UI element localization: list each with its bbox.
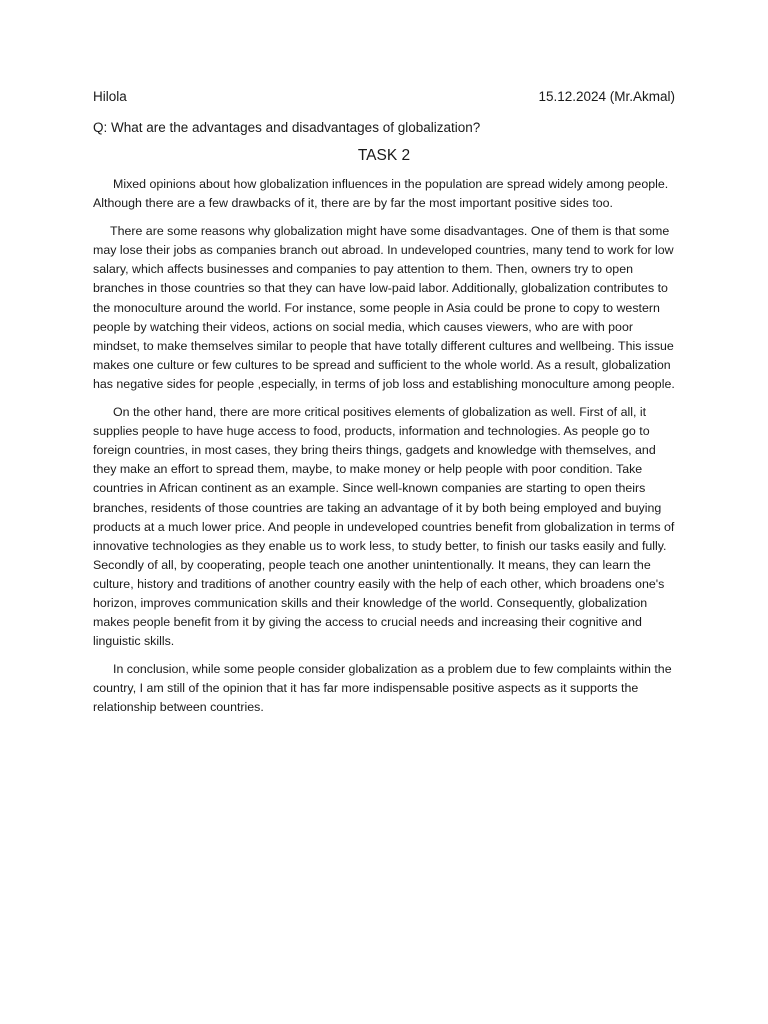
header-row (93, 87, 675, 106)
date-teacher: 15.12.2024 (Mr.Akmal) (538, 89, 675, 104)
advantages-paragraph: On the other hand, there are more critical positives elements of globalization as well. First of all, it supplies people to have huge access to food, products, information and technologies. As people go to foreign countries, in most cases, they bring theirs things, gadgets and knowledge with themselves, and they make an effort to spread them, maybe, to make money or help people with poor condition. Take countries in African continent as an example. Since well-known companies are starting to open theirs branches, residents of those countries are taking an advantage of it by both being employed and buying products at a much lower price. And people in undeveloped countries benefit from globalization in terms of innovative technologies as they enable us to work less, to study better, to finish our tasks easily and fully. Secondly of all, by cooperating, people teach one another unintentionally. It means, they can learn the culture, history and traditions of another country easily with the help of each other, which broadens one's horizon, improves communication skills and their knowledge of the world. Consequently, globalization makes people benefit from it by giving the access to crucial needs and increasing their cognitive and linguistic skills. (93, 405, 675, 649)
introduction-paragraph: Mixed opinions about how globalization influences in the population are spread widely among people. Although there are a few drawbacks of it, there are by far the most important positive sides too. (93, 177, 669, 211)
conclusion-paragraph: In conclusion, while some people consider globalization as a problem due to few complaints within the country, I am still of the opinion that it has far more indispensable positive aspects as it supports the relationship between countries. (93, 662, 672, 715)
disadvantages-paragraph: There are some reasons why globalization might have some disadvantages. One of them is that some may lose their jobs as companies branch out abroad. In undeveloped countries, many tend to work for low salary, which affects businesses and companies to pay attention to them. Then, owners try to open branches in those countries so that they can have low-paid labor. Additionally, globalization contributes to the monoculture around the world. For instance, some people in Asia could be prone to copy to western people by watching their videos, actions on social media, which causes viewers, who are with poor mindset, to make themselves similar to people that have totally different cultures and wellbeing. This issue makes one culture or few cultures to be spread and sufficient to the whole world. As a result, globalization has negative sides for people ,especially, in terms of job loss and establishing monoculture among people. (93, 224, 675, 391)
task-title: TASK 2 (357, 147, 411, 164)
essay-page (93, 87, 675, 718)
essay-question: Q: What are the advantages and disadvantages of globalization? (93, 120, 481, 135)
author-name: Hilola (93, 89, 127, 104)
